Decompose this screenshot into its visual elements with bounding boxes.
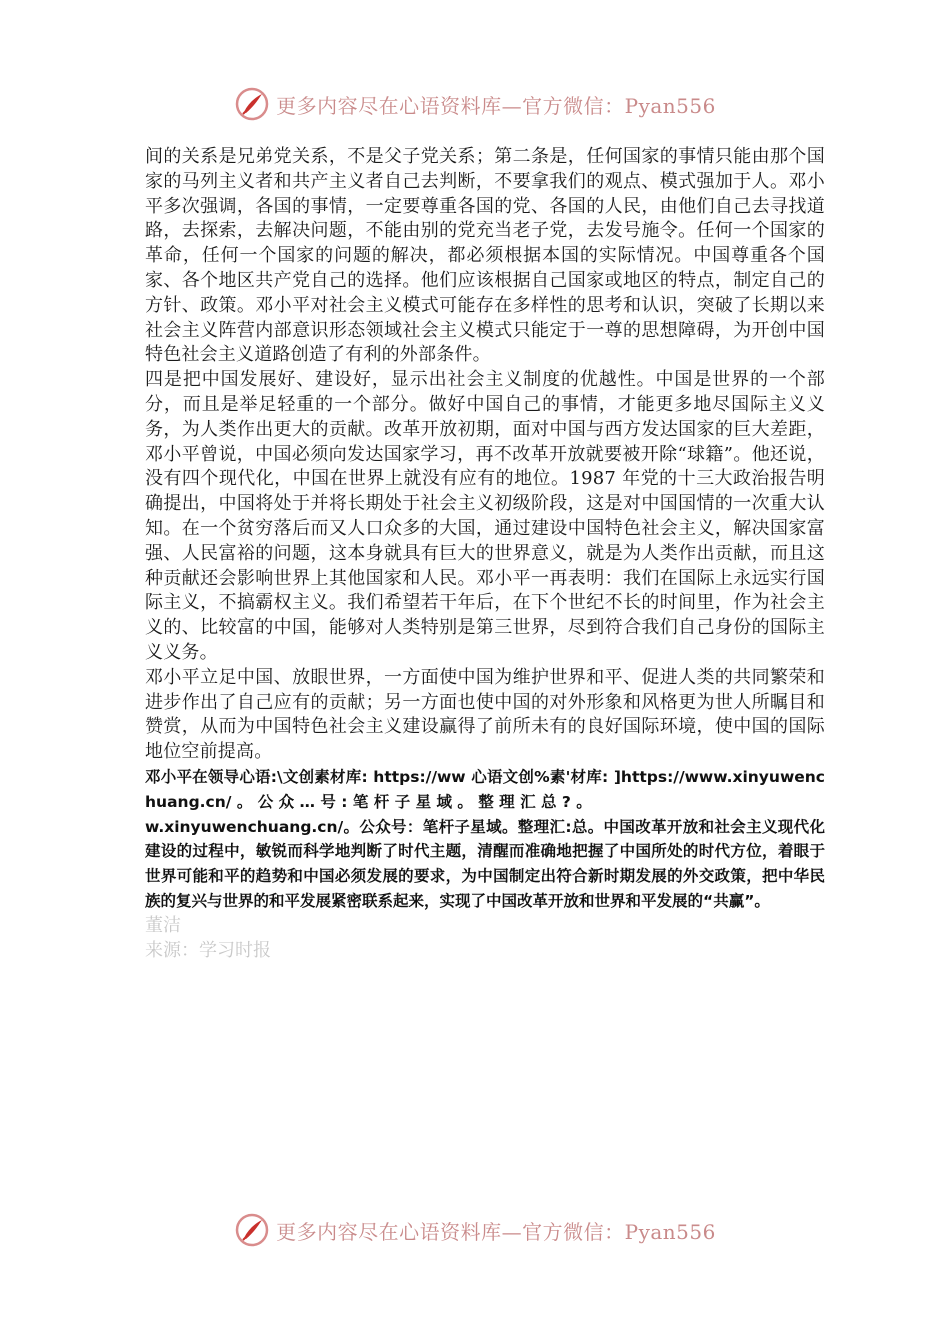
source-line: 来源：学习时报 — [145, 939, 271, 961]
document-body — [145, 145, 825, 963]
paragraph-2: 四是把中国发展好、建设好，显示出社会主义制度的优越性。中国是世界的一个部分，而且是举足轻重的一个部分。做好中国自己的事情，才能更多地尽国际主义义务，为人类作出更大的贡献。改革开放初期，面对中国与西方发达国家的巨大差距，邓小平曾说，中国必须向发达国家学习，再不改革开放就要被开除“球籍”。他还说，没有四个现代化，中国在世界上就没有应有的地位。1987 年党的十三大政治报告明确提出，中国将处于并将长期处于社会主义初级阶段，这是对中国国情的一次重大认知。在一个贫穷落后而又人口众多的大国，通过建设中国特色社会主义，解决国家富强、人民富裕的问题，这本身就具有巨大的世界意义，就是为人类作出贡献，而且这种贡献还会影响世界上其他国家和人民。邓小平一再表明：我们在国际上永远实行国际主义，不搞霸权主义。我们希望若干年后，在下个世纪不长的时间里，作为社会主义的、比较富的中国，能够对人类特别是第三世界，尽到符合我们自己身份的国际主义义务。 — [145, 369, 825, 663]
banner-text: 更多内容尽在心语资料库—官方微信：Pyan556 — [276, 1219, 716, 1244]
quill-logo-icon — [234, 86, 270, 122]
watermark-line: 邓小平在领导心语:\文创素材库: https://ww 心语文创%素'材库: ]https://www.xinyuwenchuang.cn/ 。 公 众 … 号 : 笔 杆 子 星 域 。 整 理 汇 总 ? 。 — [145, 767, 825, 811]
header-banner — [0, 84, 950, 124]
banner-inner — [234, 86, 716, 122]
paragraph-1: 间的关系是兄弟党关系，不是父子党关系；第二条是，任何国家的事情只能由那个国家的马列主义者和共产主义者自己去判断，不要拿我们的观点、模式强加于人。邓小平多次强调，各国的事情，一定要尊重各国的党、各国的人民，由他们自己去寻找道路，去探索，去解决问题，不能由别的党充当老子党，去发号施令。任何一个国家的革命，任何一个国家的问题的解决，都必须根据本国的实际情况。中国尊重各个国家、各个地区共产党自己的选择。他们应该根据自己国家或地区的特点，制定自己的方针、政策。邓小平对社会主义模式可能存在多样性的思考和认识，突破了长期以来社会主义阵营内部意识形态领域社会主义模式只能定于一尊的思想障碍，为开创中国特色社会主义道路创造了有利的外部条件。 — [145, 146, 825, 366]
paragraph-3: 邓小平立足中国、放眼世界，一方面使中国为维护世界和平、促进人类的共同繁荣和进步作出了自己应有的贡献；另一方面也使中国的对外形象和风格更为世人所瞩目和赞赏，从而为中国特色社会主义建设赢得了前所未有的良好国际环境，使中国的国际地位空前提高。 — [145, 666, 825, 763]
summary-paragraph: w.xinyuwenchuang.cn/。公众号：笔杆子星域。整理汇:总。中国改革开放和社会主义现代化建设的过程中，敏锐而科学地判断了时代主题，清醒而准确地把握了中国所处的时代方位，着眼于世界可能和平的趋势和中国必须发展的要求，为中国制定出符合新时期发展的外交政策，把中华民族的复兴与世界的和平发展紧密联系起来，实现了中国改革开放和世界和平发展的“共赢”。 — [145, 817, 825, 910]
author-name: 董洁 — [145, 914, 181, 936]
banner-inner — [234, 1212, 716, 1248]
footer-banner — [0, 1210, 950, 1250]
banner-text: 更多内容尽在心语资料库—官方微信：Pyan556 — [276, 93, 716, 118]
quill-logo-icon — [234, 1212, 270, 1248]
